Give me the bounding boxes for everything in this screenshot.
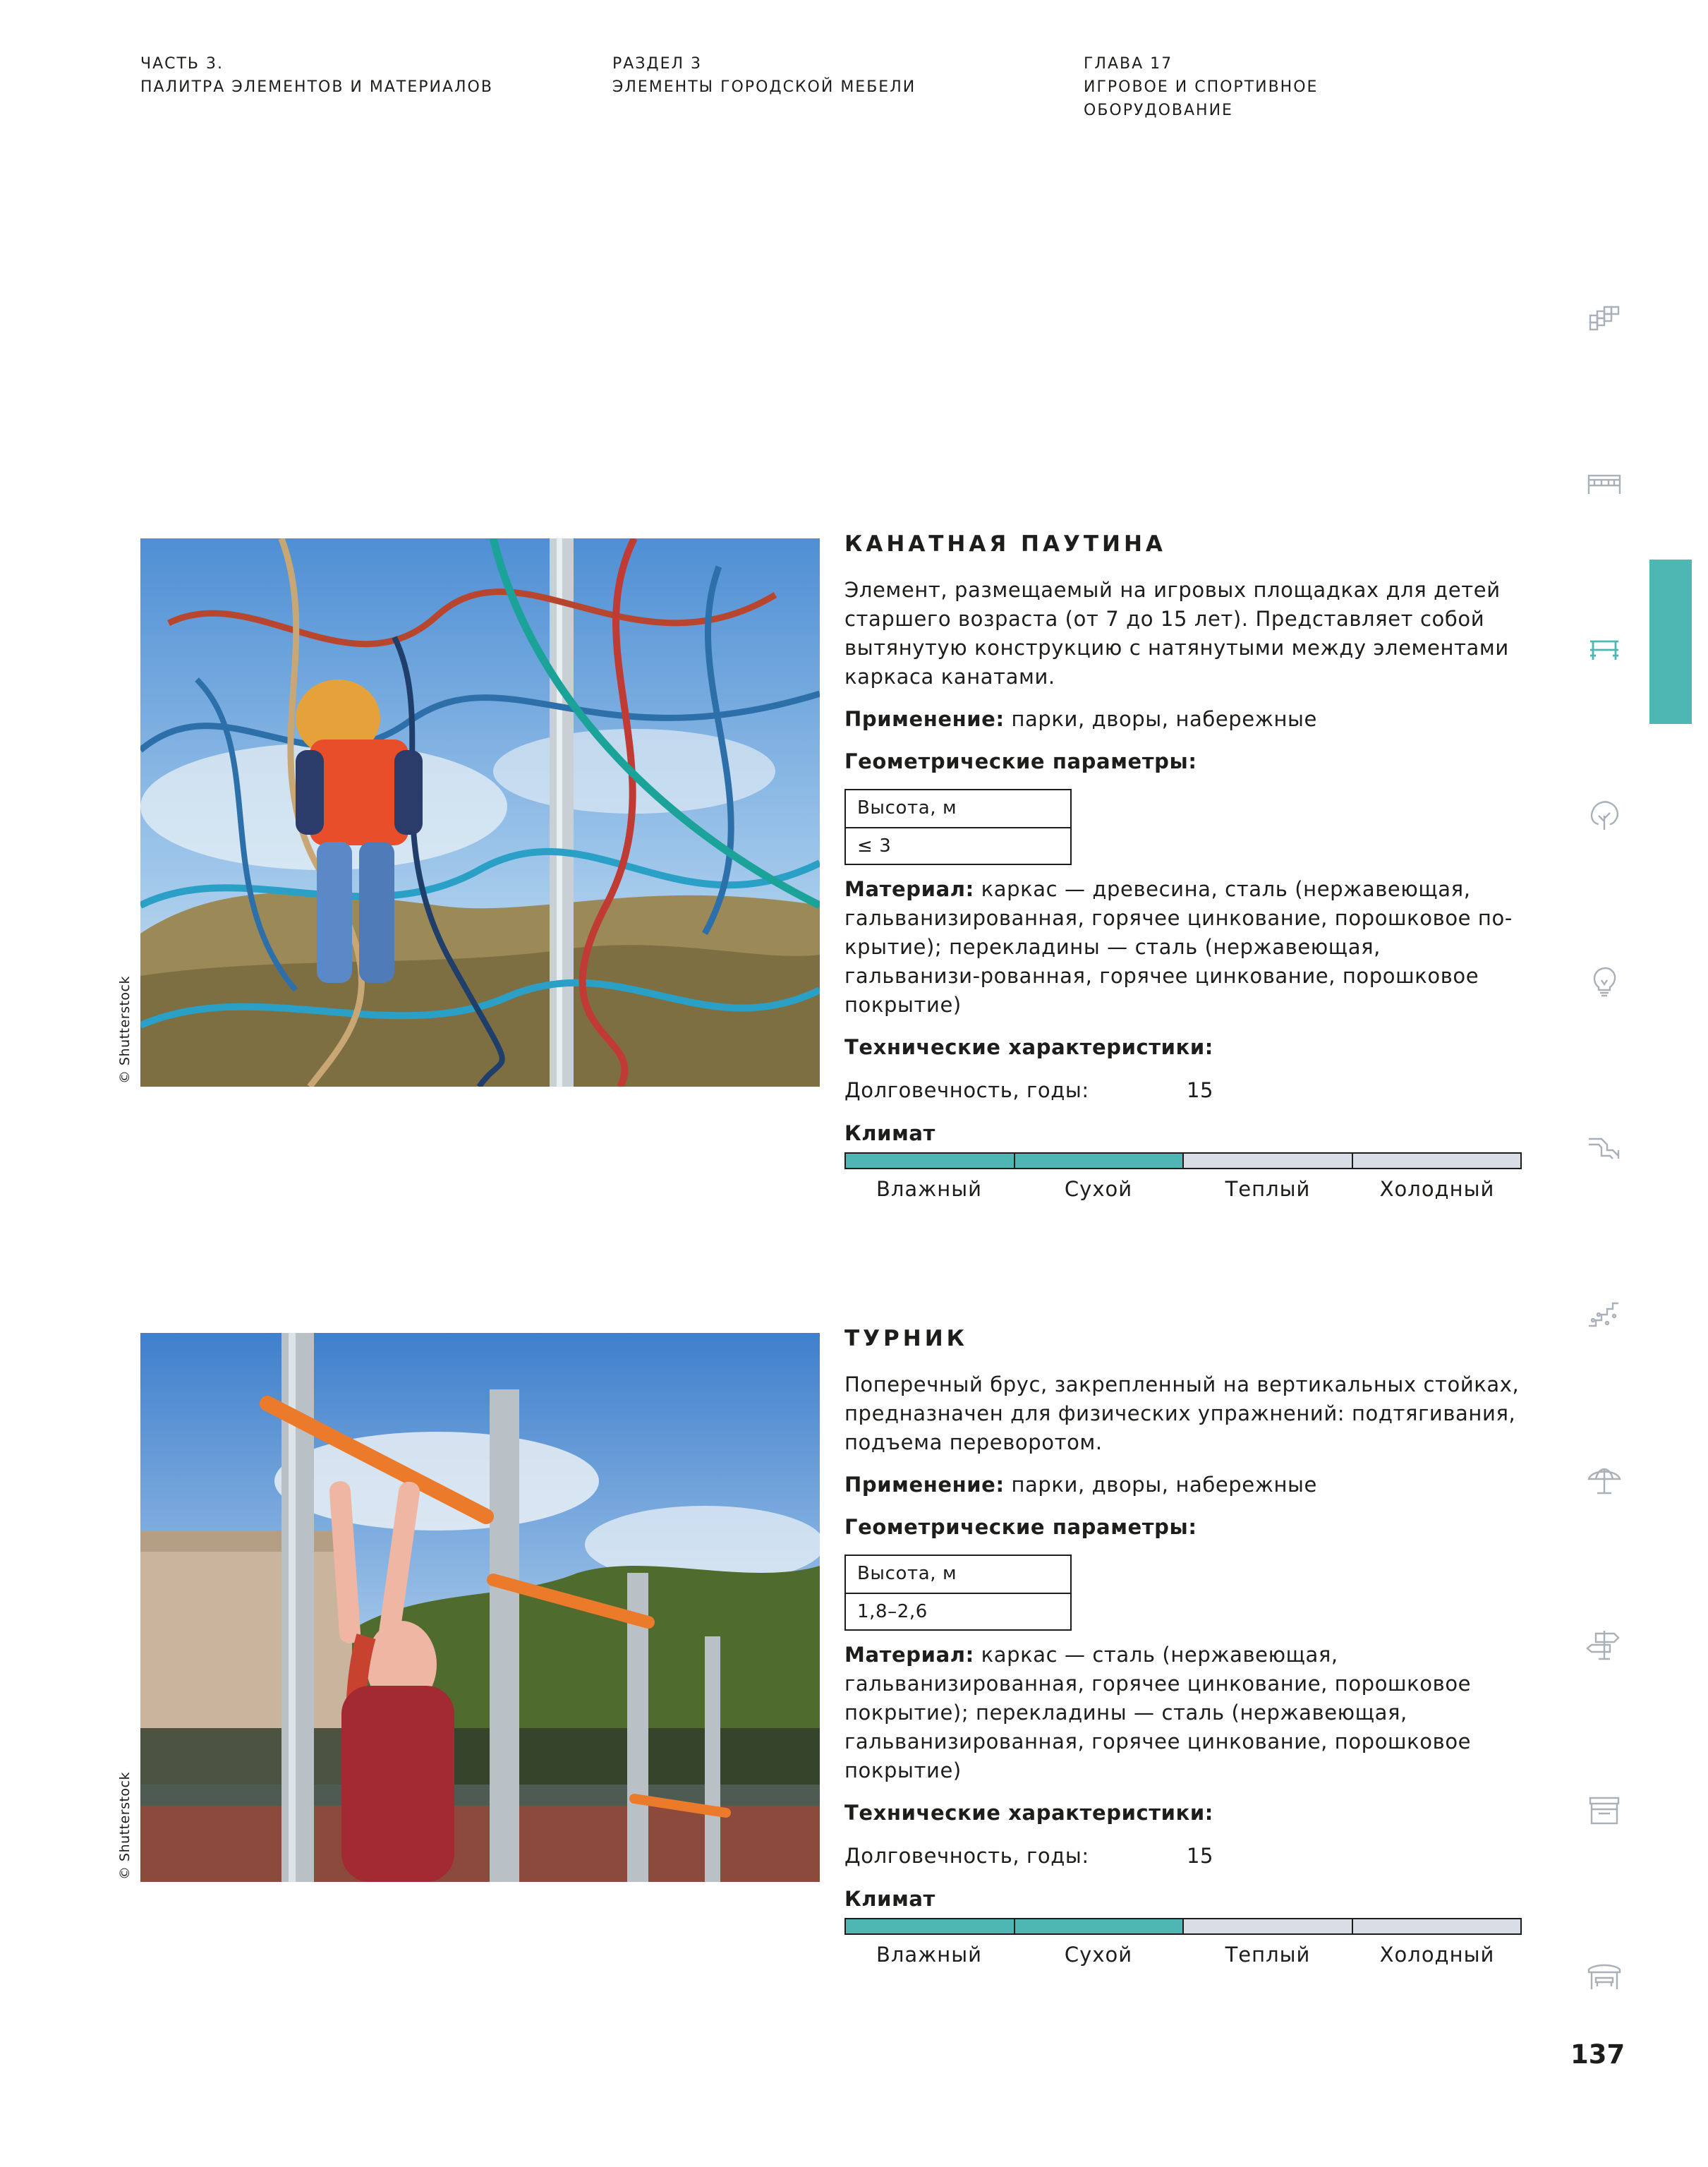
geometry-table bbox=[844, 789, 1072, 865]
rope-web-photo bbox=[140, 538, 820, 1087]
climate-label-dry: Сухой bbox=[1064, 1943, 1133, 1967]
item-title: ТУРНИК bbox=[844, 1326, 968, 1351]
item-description: Поперечный брус, закрепленный на вертикальных стойках, предназначен для физических упражнений: подтягивания, подъема переворотом. bbox=[844, 1372, 1520, 1454]
application-value: парки, дворы, набережные bbox=[1004, 1473, 1317, 1497]
material-value: каркас — сталь (нержавеющая, гальванизированная, горячее цинкование, порошковое покрытие); перекладины — сталь (нержавеющая, гальванизированная, горячее цинкование, порошковое покрытие) bbox=[844, 1643, 1472, 1782]
stairs-icon[interactable] bbox=[1586, 1295, 1623, 1332]
header-part-title: ПАЛИТРА ЭЛЕМЕНТОВ И МАТЕРИАЛОВ bbox=[140, 78, 493, 96]
kiosk-icon[interactable] bbox=[1586, 1792, 1623, 1829]
durability-label: Долговечность, годы: bbox=[844, 1844, 1089, 1868]
climate-label-cold: Холодный bbox=[1379, 1177, 1495, 1201]
climate-label-humid: Влажный bbox=[876, 1177, 983, 1201]
param-value: 1,8–2,6 bbox=[846, 1593, 1070, 1629]
tech-heading: Технические характеристики: bbox=[844, 1035, 1214, 1059]
tree-icon[interactable] bbox=[1586, 797, 1623, 834]
item-title: КАНАТНАЯ ПАУТИНА bbox=[844, 531, 1166, 557]
signpost-icon[interactable] bbox=[1586, 1626, 1623, 1663]
climate-segment-warm bbox=[1184, 1154, 1353, 1168]
material-value: каркас — древесина, сталь (нержавеющая, гальванизированная, горячее цинкование, порошковое по-крытие); перекладины — сталь (нержавеющая, гальванизи-рованная, горячее цинкование, порошковое покрытие) bbox=[844, 877, 1513, 1017]
durability-value: 15 bbox=[1187, 1078, 1214, 1102]
climate-bar bbox=[844, 1918, 1522, 1935]
climate-labels bbox=[844, 1175, 1522, 1203]
running-header-section bbox=[612, 52, 916, 99]
pull-up-bar-photo bbox=[140, 1333, 820, 1882]
climate-label-humid: Влажный bbox=[876, 1943, 983, 1967]
climate-segment-dry bbox=[1015, 1154, 1185, 1168]
active-chapter-tab[interactable] bbox=[1649, 560, 1692, 724]
param-name: Высота, м bbox=[857, 1563, 957, 1584]
climate-segment-cold bbox=[1353, 1919, 1522, 1933]
climate-bar bbox=[844, 1152, 1522, 1169]
durability-row bbox=[844, 1076, 1522, 1105]
photo-credit: © Shutterstock bbox=[117, 975, 133, 1084]
application-label: Применение: bbox=[844, 1473, 1005, 1497]
item-material bbox=[844, 875, 1522, 1020]
climate-label-dry: Сухой bbox=[1064, 1177, 1133, 1201]
climate-heading: Климат bbox=[844, 1887, 935, 1911]
climate-heading: Климат bbox=[844, 1121, 935, 1145]
header-chapter-title-line2: ОБОРУДОВАНИЕ bbox=[1084, 102, 1233, 119]
item-application bbox=[844, 1471, 1522, 1499]
page-number: 137 bbox=[1570, 2039, 1625, 2070]
umbrella-icon[interactable] bbox=[1586, 1461, 1623, 1497]
item-application bbox=[844, 705, 1522, 734]
item-description: Элемент, размещаемый на игровых площадках для детей старшего возраста (от 7 до 15 лет). Представляет собой вытянутую конструкцию с натянутыми между элементами каркаса канатами. bbox=[844, 578, 1509, 689]
material-label: Материал: bbox=[844, 1643, 974, 1667]
param-value: ≤ 3 bbox=[846, 827, 1070, 864]
pull-up-bar-info bbox=[844, 1324, 1522, 1969]
climate-segment-warm bbox=[1184, 1919, 1353, 1933]
header-chapter-title-line1: ИГРОВОЕ И СПОРТИВНОЕ bbox=[1084, 78, 1319, 96]
item-material bbox=[844, 1641, 1522, 1785]
application-value: парки, дворы, набережные bbox=[1004, 707, 1317, 731]
climate-labels bbox=[844, 1940, 1522, 1969]
climate-label-cold: Холодный bbox=[1379, 1943, 1495, 1967]
photo-credit: © Shutterstock bbox=[117, 1771, 133, 1880]
running-header-chapter bbox=[1084, 52, 1318, 122]
table-icon[interactable] bbox=[1586, 632, 1623, 668]
climate-segment-humid bbox=[846, 1154, 1015, 1168]
blocks-icon[interactable] bbox=[1586, 300, 1623, 337]
running-header-part bbox=[140, 52, 493, 99]
header-section-title: ЭЛЕМЕНТЫ ГОРОДСКОЙ МЕБЕЛИ bbox=[612, 78, 916, 96]
header-section-number: РАЗДЕЛ 3 bbox=[612, 55, 703, 73]
tech-heading: Технические характеристики: bbox=[844, 1801, 1214, 1825]
header-chapter-number: ГЛАВА 17 bbox=[1084, 55, 1173, 73]
param-name: Высота, м bbox=[857, 797, 957, 819]
climate-segment-cold bbox=[1353, 1154, 1522, 1168]
rope-web-info bbox=[844, 530, 1522, 1203]
durability-value: 15 bbox=[1187, 1844, 1214, 1868]
header-part-number: ЧАСТЬ 3. bbox=[140, 55, 224, 73]
climate-label-warm: Теплый bbox=[1225, 1177, 1311, 1201]
durability-label: Долговечность, годы: bbox=[844, 1078, 1089, 1102]
bus-stop-icon[interactable] bbox=[1586, 1958, 1623, 1995]
lightbulb-icon[interactable] bbox=[1586, 963, 1623, 1000]
geometry-heading: Геометрические параметры: bbox=[844, 1515, 1197, 1539]
geometry-table bbox=[844, 1555, 1072, 1631]
material-label: Материал: bbox=[844, 877, 974, 901]
durability-row bbox=[844, 1842, 1522, 1871]
geometry-heading: Геометрические параметры: bbox=[844, 749, 1197, 773]
bench-icon[interactable] bbox=[1586, 466, 1623, 502]
application-label: Применение: bbox=[844, 707, 1005, 731]
climate-label-warm: Теплый bbox=[1225, 1943, 1311, 1967]
pipe-icon[interactable] bbox=[1586, 1129, 1623, 1166]
climate-segment-humid bbox=[846, 1919, 1015, 1933]
climate-segment-dry bbox=[1015, 1919, 1185, 1933]
